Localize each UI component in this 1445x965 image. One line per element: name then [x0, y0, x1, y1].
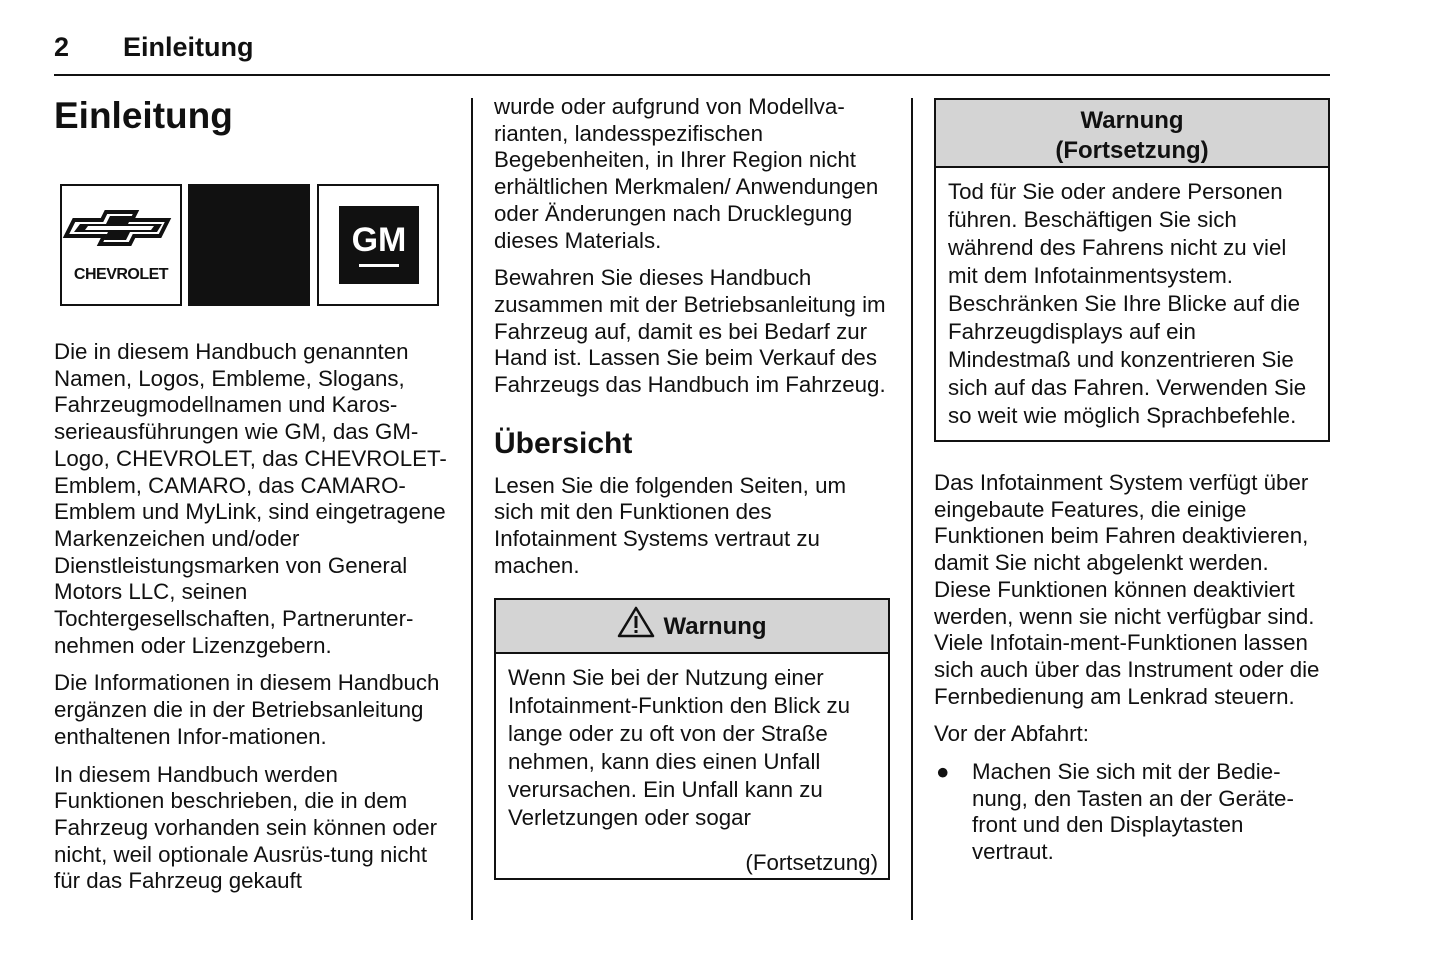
paragraph: Bewahren Sie dieses Handbuch zusammen mit der Betriebsanleitung im Fahrzeug auf, damit es bei Bedarf zur Hand ist. Lassen Sie beim Verkauf des Fahrzeugs das Handbuch im Fahrzeug.	[494, 265, 886, 398]
paragraph: wurde oder aufgrund von Modellva-rianten, landesspezifischen Begebenheiten, in Ihrer Region nicht erhältlichen Merkmalen/ Anwendungen oder Änderungen nach Drucklegung dieses Materials.	[494, 94, 879, 253]
warning-text: Wenn Sie bei der Nutzung einer Infotainment-Funktion den Blick zu lange oder zu oft von der Straße nehmen, kann dies einen Unfall verursachen. Ein Unfall kann zu Verletzungen oder sogar	[508, 664, 851, 830]
warning-header	[936, 100, 1328, 168]
camaro-logo	[188, 184, 310, 306]
bullet-icon: ●	[936, 759, 950, 785]
warning-box	[494, 598, 890, 880]
list-item-text: Machen Sie sich mit der Bedie-nung, den Tasten an der Geräte-front und den Displaytasten vertraut.	[972, 759, 1294, 865]
continued-note: (Fortsetzung)	[745, 849, 878, 875]
paragraph: Vor der Abfahrt:	[934, 721, 1089, 747]
column-right	[934, 98, 1330, 877]
warning-subtitle: (Fortsetzung)	[1055, 137, 1209, 164]
list-item	[934, 759, 1330, 866]
page-number: 2	[54, 32, 70, 62]
chevrolet-bowtie-icon	[62, 186, 180, 266]
gm-wordmark: GM	[351, 221, 407, 259]
gm-logo	[317, 184, 439, 306]
warning-text: Tod für Sie oder andere Personen führen. Beschäftigen Sie sich während des Fahrens nicht zu viel mit dem Infotainmentsystem. Beschränken Sie Ihre Blicke auf die Fahrzeugdisplays auf ein Mindestmaß und konzentrieren Sie sich auf das Fahren. Verwenden Sie so weit wie möglich Sprachbefehle.	[948, 179, 1307, 428]
paragraph: Die Informationen in diesem Handbuch ergänzen die in der Betriebsanleitung enthaltenen Infor-mationen.	[54, 670, 440, 749]
column-middle	[494, 94, 890, 880]
chevrolet-wordmark: CHEVROLET	[73, 266, 169, 283]
column-left	[54, 96, 450, 906]
warning-title: Warnung	[663, 612, 767, 640]
warning-header	[496, 600, 888, 654]
chevrolet-logo	[60, 184, 182, 306]
warning-box-continued	[934, 98, 1330, 442]
section-heading: Übersicht	[494, 426, 633, 460]
header-title: Einleitung	[123, 32, 254, 62]
column-divider	[911, 98, 913, 920]
column-divider	[471, 98, 473, 920]
warning-title: Warnung	[1080, 107, 1184, 134]
brand-logos	[54, 184, 450, 308]
page-header	[54, 30, 1330, 76]
paragraph: In diesem Handbuch werden Funktionen beschrieben, die in dem Fahrzeug vorhanden sein können oder nicht, weil optionale Ausrüs-tung nicht für das Fahrzeug gekauft	[54, 761, 438, 894]
warning-triangle-icon	[617, 606, 655, 638]
page-title: Einleitung	[54, 95, 233, 136]
paragraph: Das Infotainment System verfügt über eingebaute Features, die einige Funktionen beim Fahren deaktivieren, damit Sie nicht abgelenkt werden. Diese Funktionen können deaktiviert werden, wenn sie nicht verfügbar sind. Viele Infotain-ment-Funktionen lassen sich auch über das Instrument oder die Fernbedienung am Lenkrad steuern.	[934, 470, 1320, 709]
paragraph: Die in diesem Handbuch genannten Namen, Logos, Embleme, Slogans, Fahrzeugmodellnamen und Karos-serieausführungen wie GM, das GM-Logo, CHEVROLET, das CHEVROLET-Emblem, CAMARO, das CAMARO-Emblem und MyLink, sind eingetragene Markenzeichen und/oder Dienstleistungsmarken von General Motors LLC, seinen Tochtergesellschaften, Partnerunter-nehmen oder Lizenzgebern.	[54, 339, 447, 658]
paragraph: Lesen Sie die folgenden Seiten, um sich mit den Funktionen des Infotainment Systems vertraut zu machen.	[494, 472, 847, 578]
